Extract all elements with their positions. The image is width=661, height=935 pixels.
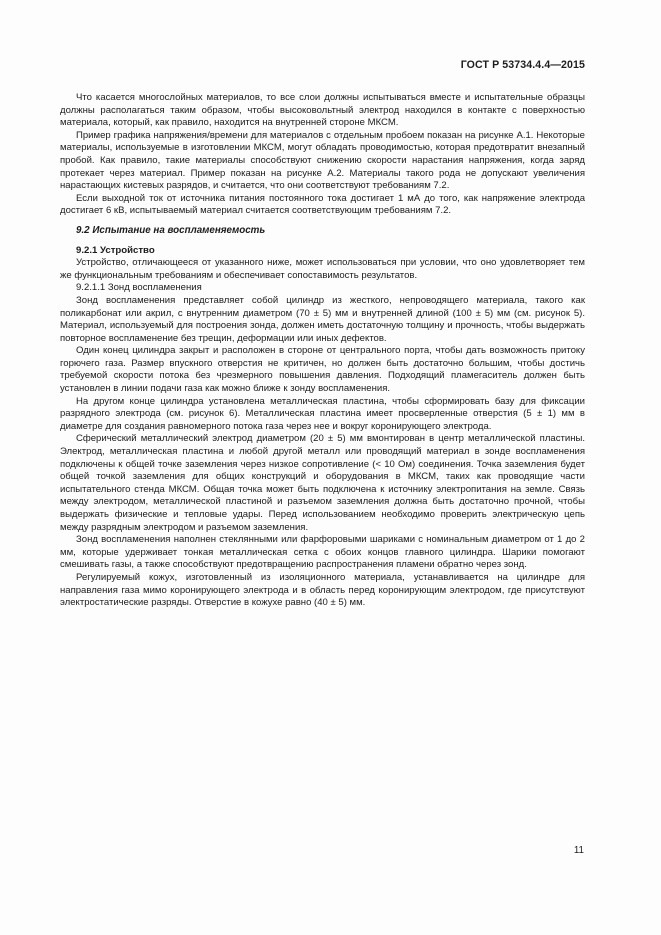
- paragraph-voltage-time-graph: Пример графика напряжения/времени для материалов с отдельным пробоем показан на рисунке А.1. Некоторые материалы, используемые в изготовлении МКСМ, могут обладать проводимостью, которая предотвратит внезапный пробой. Как правило, такие материалы способствуют снижению скорости нарастания напряжения, когда заряд протекает через материал. Пример показан на рисунке А.2. Материалы такого рода не допускают увеличения нарастающих кистевых разрядов, и считается, что они соответствуют требованиям 7.2.: [60, 129, 585, 192]
- subsubsection-heading: 9.2.1.1 Зонд воспламенения: [76, 282, 202, 294]
- paragraph-cylinder-closed-end: Один конец цилиндра закрыт и расположен в стороне от центрального порта, чтобы дать возможность притоку горючего газа. Размер впускного отверстия не критичен, но должен быть достаточно большим, чтобы достичь требуемой скорости потока без чрезмерного повышения давления. Подходящий пламегаситель должен быть установлен в линии подачи газа как можно ближе к зонду воспламенения.: [60, 345, 585, 395]
- paragraph-spherical-electrode: Сферический металлический электрод диаметром (20 ± 5) мм вмонтирован в центр металлической пластины. Электрод, металлическая пластина и любой другой металл или проводящий материал в зонде воспламенения подключены к общей точке заземления через низкое сопротивление (< 10 Ом) соединения. Точка заземления будет общей точкой заземления для общих конструкций и оборудования в МКСМ, таких как проводящие части испытательного стенда МКСМ. Общая точка может быть подключена к источнику электропитания на земле. Связь между электродом, металлической пластиной и разъемом заземления должна быть достаточно прочной, чтобы выдержать физические и тепловые удары. Перед использованием необходимо проверить электрическую цепь между разрядным электродом и разъемом заземления.: [60, 433, 585, 533]
- page-body: [60, 92, 585, 610]
- paragraph-device-equivalence: Устройство, отличающееся от указанного ниже, может использоваться при условии, что оно удовлетворяет тем же функциональным требованиям и обеспечивает сопоставимость результатов.: [60, 257, 585, 281]
- paragraph-adjustable-shroud: Регулируемый кожух, изготовленный из изоляционного материала, устанавливается на цилиндре для направления газа мимо коронирующего электрода и в область перед коронирующим электродом, где присутствуют электростатические разряды. Отверстие в кожухе равно (40 ± 5) мм.: [60, 571, 585, 609]
- spacer: [60, 218, 585, 225]
- spacer: [60, 238, 585, 245]
- paragraph-metal-plate: На другом конце цилиндра установлена металлическая пластина, чтобы сформировать базу для фиксации разрядного электрода (см. рисунок 6). Металлическая пластина имеет просверленные отверстия (5 ± 1) мм в диаметре для создания равномерного потока газа через нее и вокруг коронирующего электрода.: [60, 395, 585, 432]
- paragraph-glass-beads: Зонд воспламенения наполнен стеклянными или фарфоровыми шариками с номинальным диаметром от 1 до 2 мм, которые удерживает тонкая металлическая сетка с обоих концов главного цилиндра. Шарики помогают смешивать газы, а также способствуют предотвращению распространения пламени обратно через зонд.: [60, 534, 585, 571]
- paragraph-ignition-probe: Зонд воспламенения представляет собой цилиндр из жесткого, непроводящего материала, такого как поликарбонат или акрил, с внутренним диаметром (70 ± 5) мм и внутренней длиной (100 ± 5) мм (см. рисунок 5). Материал, используемый для построения зонда, должен иметь достаточную толщину и прочность, чтобы выдержать повторное воспламенение без трещин, деформации или иных дефектов.: [60, 294, 585, 344]
- section-heading: 9.2 Испытание на воспламеняемость: [76, 224, 266, 236]
- standard-designation: ГОСТ Р 53734.4.4—2015: [460, 59, 585, 71]
- paragraph-output-current: Если выходной ток от источника питания постоянного тока достигает 1 мА до того, как напряжение электрода достигает 6 кВ, испытываемый материал считается соответствующим требованиям 7.2.: [60, 192, 585, 217]
- paragraph-multilayer-materials: Что касается многослойных материалов, то все слои должны испытываться вместе и испытательные образцы должны располагаться таким образом, чтобы высоковольтный электрод находился в контакте с поверхностью материала, который, как правило, находится на внутренней стороне МКСМ.: [60, 92, 585, 129]
- page-number: 11: [573, 845, 584, 856]
- subsection-heading: 9.2.1 Устройство: [76, 244, 155, 256]
